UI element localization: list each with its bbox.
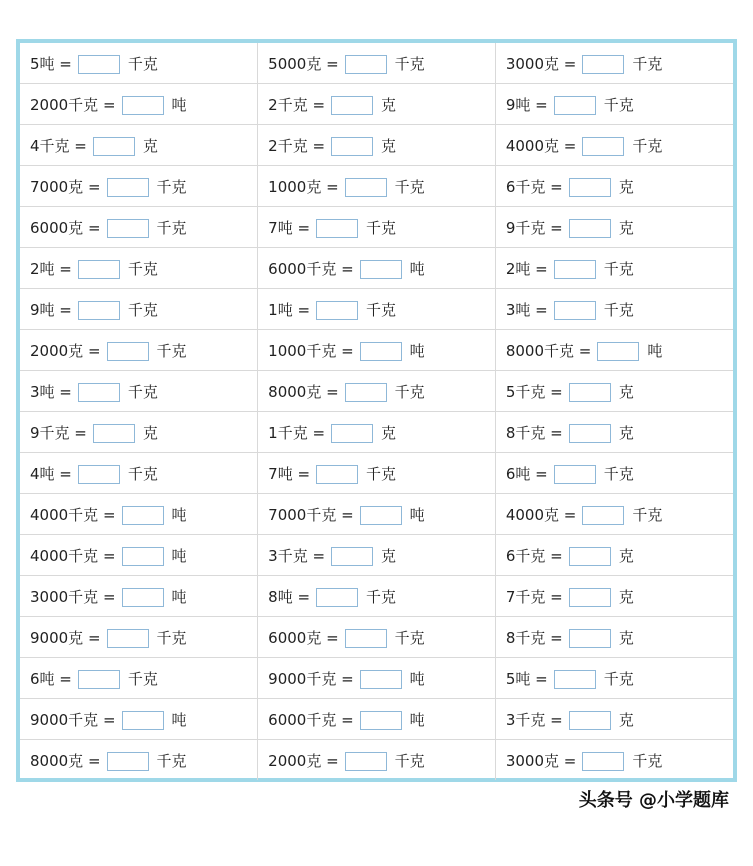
answer-box[interactable] (122, 506, 164, 525)
problem-cell (258, 289, 496, 330)
unit-label: 克 (618, 423, 634, 442)
problem-text: 6000千克 = (268, 259, 354, 278)
worksheet-table-frame (16, 39, 737, 782)
problem-cell (495, 699, 733, 740)
unit-label: 千克 (127, 54, 158, 73)
problem-text: 2000千克 = (30, 95, 116, 114)
unit-label: 吨 (409, 710, 425, 729)
answer-box[interactable] (345, 383, 387, 402)
problem-text: 4千克 = (30, 136, 87, 155)
unit-label: 克 (618, 382, 634, 401)
problem-cell (258, 43, 496, 84)
answer-box[interactable] (360, 506, 402, 525)
problem-cell (258, 576, 496, 617)
unit-label: 克 (618, 587, 634, 606)
problem-text: 3千克 = (268, 546, 326, 565)
unit-label: 克 (142, 136, 158, 155)
problem-text: 8千克 = (505, 628, 563, 647)
problem-text: 6吨 = (30, 669, 72, 688)
answer-box[interactable] (331, 96, 373, 115)
answer-box[interactable] (569, 178, 611, 197)
unit-label: 千克 (632, 136, 663, 155)
unit-label: 千克 (603, 300, 634, 319)
table-row (20, 658, 733, 699)
unit-label: 吨 (171, 710, 187, 729)
unit-label: 千克 (603, 259, 634, 278)
unit-label: 千克 (603, 464, 634, 483)
problem-text: 8000克 = (268, 382, 339, 401)
problem-text: 3000克 = (505, 751, 577, 770)
problem-text: 6000克 = (268, 628, 339, 647)
table-row (20, 125, 733, 166)
problem-cell (20, 740, 258, 781)
answer-box[interactable] (78, 55, 120, 74)
problem-cell (20, 125, 258, 166)
unit-label: 千克 (156, 751, 187, 770)
problem-cell (20, 43, 258, 84)
problem-cell (20, 412, 258, 453)
problem-cell (258, 453, 496, 494)
problem-cell (258, 535, 496, 576)
problem-cell (495, 166, 733, 207)
problem-cell (495, 453, 733, 494)
unit-label: 千克 (394, 382, 425, 401)
answer-box[interactable] (93, 137, 135, 156)
answer-box[interactable] (122, 588, 164, 607)
problem-text: 6000千克 = (268, 710, 354, 729)
problem-cell (495, 576, 733, 617)
unit-label: 吨 (171, 505, 187, 524)
table-row (20, 617, 733, 658)
answer-box[interactable] (316, 465, 358, 484)
answer-box[interactable] (569, 711, 611, 730)
problem-text: 5吨 = (30, 54, 72, 73)
problem-cell (258, 699, 496, 740)
problem-text: 2000克 = (268, 751, 339, 770)
problem-cell (495, 330, 733, 371)
unit-label: 吨 (409, 669, 425, 688)
unit-label: 千克 (366, 587, 397, 606)
problem-cell (20, 617, 258, 658)
answer-box[interactable] (107, 219, 149, 238)
problem-text: 7吨 = (268, 218, 311, 237)
table-row (20, 453, 733, 494)
answer-box[interactable] (597, 342, 639, 361)
table-row (20, 740, 733, 781)
answer-box[interactable] (78, 301, 120, 320)
answer-box[interactable] (569, 424, 611, 443)
unit-label: 克 (381, 546, 397, 565)
problem-cell (20, 207, 258, 248)
problem-text: 2000克 = (30, 341, 101, 360)
answer-box[interactable] (582, 55, 624, 74)
problem-cell (20, 453, 258, 494)
answer-box[interactable] (569, 588, 611, 607)
unit-label: 吨 (171, 95, 187, 114)
problem-cell (495, 412, 733, 453)
answer-box[interactable] (122, 711, 164, 730)
answer-box[interactable] (316, 588, 358, 607)
footer-watermark: 头条号 @小学题库 (578, 790, 729, 811)
table-row (20, 84, 733, 125)
problem-text: 7000千克 = (268, 505, 354, 524)
unit-label: 千克 (127, 259, 158, 278)
unit-label: 千克 (156, 341, 187, 360)
conversion-table-body (20, 43, 733, 780)
problem-cell (20, 494, 258, 535)
unit-label: 千克 (156, 628, 187, 647)
problem-cell (20, 371, 258, 412)
answer-box[interactable] (569, 629, 611, 648)
problem-cell (20, 576, 258, 617)
table-row (20, 699, 733, 740)
answer-box[interactable] (345, 629, 387, 648)
answer-box[interactable] (582, 752, 624, 771)
problem-text: 9吨 = (505, 95, 548, 114)
problem-cell (258, 248, 496, 289)
unit-label: 吨 (647, 341, 663, 360)
answer-box[interactable] (107, 752, 149, 771)
unit-label: 千克 (603, 95, 634, 114)
problem-text: 2千克 = (268, 95, 326, 114)
problem-text: 6000克 = (30, 218, 101, 237)
problem-cell (20, 84, 258, 125)
problem-cell (495, 740, 733, 781)
problem-text: 8千克 = (505, 423, 563, 442)
answer-box[interactable] (554, 670, 596, 689)
problem-text: 4吨 = (30, 464, 72, 483)
problem-cell (258, 494, 496, 535)
problem-text: 4000千克 = (30, 546, 116, 565)
unit-label: 千克 (366, 300, 397, 319)
answer-box[interactable] (554, 96, 596, 115)
problem-cell (20, 330, 258, 371)
table-row (20, 576, 733, 617)
unit-label: 千克 (127, 464, 158, 483)
answer-box[interactable] (582, 137, 624, 156)
answer-box[interactable] (107, 629, 149, 648)
problem-text: 1000千克 = (268, 341, 354, 360)
answer-box[interactable] (569, 219, 611, 238)
problem-text: 6千克 = (505, 546, 563, 565)
answer-box[interactable] (582, 506, 624, 525)
table-row (20, 371, 733, 412)
problem-text: 7千克 = (505, 587, 563, 606)
problem-text: 3吨 = (505, 300, 548, 319)
problem-text: 1000克 = (268, 177, 339, 196)
problem-text: 1千克 = (268, 423, 326, 442)
answer-box[interactable] (78, 465, 120, 484)
problem-cell (258, 330, 496, 371)
unit-label: 千克 (603, 669, 634, 688)
unit-label: 千克 (394, 177, 425, 196)
problem-text: 9000千克 = (268, 669, 354, 688)
unit-label: 千克 (632, 751, 663, 770)
answer-box[interactable] (360, 342, 402, 361)
problem-text: 9吨 = (30, 300, 72, 319)
answer-box[interactable] (569, 383, 611, 402)
unit-label: 千克 (127, 382, 158, 401)
problem-text: 2吨 = (30, 259, 72, 278)
answer-box[interactable] (122, 547, 164, 566)
problem-cell (258, 658, 496, 699)
unit-label: 克 (618, 546, 634, 565)
answer-box[interactable] (107, 342, 149, 361)
answer-box[interactable] (122, 96, 164, 115)
unit-label: 克 (142, 423, 158, 442)
problem-text: 3千克 = (505, 710, 563, 729)
unit-label: 千克 (156, 218, 187, 237)
unit-label: 克 (618, 710, 634, 729)
table-row (20, 330, 733, 371)
problem-text: 3000千克 = (30, 587, 116, 606)
answer-box[interactable] (93, 424, 135, 443)
problem-text: 2千克 = (268, 136, 326, 155)
answer-box[interactable] (78, 383, 120, 402)
problem-text: 2吨 = (505, 259, 548, 278)
problem-cell (20, 699, 258, 740)
answer-box[interactable] (345, 55, 387, 74)
problem-cell (258, 84, 496, 125)
problem-cell (20, 658, 258, 699)
problem-cell (495, 494, 733, 535)
unit-label: 千克 (394, 628, 425, 647)
problem-cell (258, 740, 496, 781)
answer-box[interactable] (569, 547, 611, 566)
answer-box[interactable] (316, 301, 358, 320)
problem-cell (495, 289, 733, 330)
unit-label: 吨 (409, 259, 425, 278)
table-row (20, 535, 733, 576)
unit-label: 吨 (409, 505, 425, 524)
unit-label: 千克 (632, 54, 663, 73)
problem-text: 9000千克 = (30, 710, 116, 729)
answer-box[interactable] (331, 547, 373, 566)
problem-cell (495, 658, 733, 699)
problem-text: 3000克 = (505, 54, 577, 73)
table-row (20, 166, 733, 207)
unit-label: 克 (618, 628, 634, 647)
problem-text: 9000克 = (30, 628, 101, 647)
problem-cell (20, 166, 258, 207)
unit-label: 克 (381, 423, 397, 442)
unit-label: 克 (618, 218, 634, 237)
problem-text: 4000克 = (505, 505, 577, 524)
unit-label: 千克 (366, 218, 397, 237)
answer-box[interactable] (345, 178, 387, 197)
unit-label: 吨 (171, 587, 187, 606)
unit-label: 千克 (394, 751, 425, 770)
table-row (20, 207, 733, 248)
answer-box[interactable] (78, 260, 120, 279)
problem-cell (495, 617, 733, 658)
unit-label: 千克 (394, 54, 425, 73)
answer-box[interactable] (345, 752, 387, 771)
problem-text: 5吨 = (505, 669, 548, 688)
answer-box[interactable] (107, 178, 149, 197)
problem-text: 8吨 = (268, 587, 311, 606)
unit-label: 千克 (127, 669, 158, 688)
problem-cell (495, 535, 733, 576)
problem-text: 4000克 = (505, 136, 577, 155)
problem-cell (495, 84, 733, 125)
problem-text: 5千克 = (505, 382, 563, 401)
unit-label: 克 (381, 95, 397, 114)
problem-cell (495, 371, 733, 412)
problem-text: 7000克 = (30, 177, 101, 196)
problem-cell (258, 207, 496, 248)
problem-text: 7吨 = (268, 464, 311, 483)
table-row (20, 248, 733, 289)
unit-label: 千克 (366, 464, 397, 483)
unit-label: 克 (618, 177, 634, 196)
problem-cell (20, 289, 258, 330)
problem-cell (495, 207, 733, 248)
problem-text: 8000克 = (30, 751, 101, 770)
table-row (20, 412, 733, 453)
problem-cell (20, 535, 258, 576)
answer-box[interactable] (554, 465, 596, 484)
table-row (20, 43, 733, 84)
problem-cell (258, 125, 496, 166)
answer-box[interactable] (331, 137, 373, 156)
answer-box[interactable] (360, 670, 402, 689)
unit-label: 千克 (127, 300, 158, 319)
problem-cell (20, 248, 258, 289)
problem-text: 1吨 = (268, 300, 311, 319)
table-row (20, 289, 733, 330)
problem-cell (258, 371, 496, 412)
answer-box[interactable] (360, 711, 402, 730)
problem-text: 6吨 = (505, 464, 548, 483)
conversion-table (20, 43, 733, 780)
problem-text: 4000千克 = (30, 505, 116, 524)
problem-cell (258, 617, 496, 658)
answer-box[interactable] (554, 301, 596, 320)
answer-box[interactable] (78, 670, 120, 689)
unit-label: 吨 (409, 341, 425, 360)
problem-cell (495, 43, 733, 84)
problem-cell (495, 125, 733, 166)
answer-box[interactable] (554, 260, 596, 279)
unit-label: 千克 (156, 177, 187, 196)
answer-box[interactable] (316, 219, 358, 238)
unit-label: 吨 (171, 546, 187, 565)
problem-text: 9千克 = (505, 218, 563, 237)
problem-text: 9千克 = (30, 423, 87, 442)
problem-text: 5000克 = (268, 54, 339, 73)
table-row (20, 494, 733, 535)
problem-text: 3吨 = (30, 382, 72, 401)
problem-cell (258, 166, 496, 207)
answer-box[interactable] (360, 260, 402, 279)
unit-label: 克 (381, 136, 397, 155)
problem-text: 8000千克 = (505, 341, 592, 360)
unit-label: 千克 (632, 505, 663, 524)
answer-box[interactable] (331, 424, 373, 443)
problem-text: 6千克 = (505, 177, 563, 196)
problem-cell (258, 412, 496, 453)
problem-cell (495, 248, 733, 289)
